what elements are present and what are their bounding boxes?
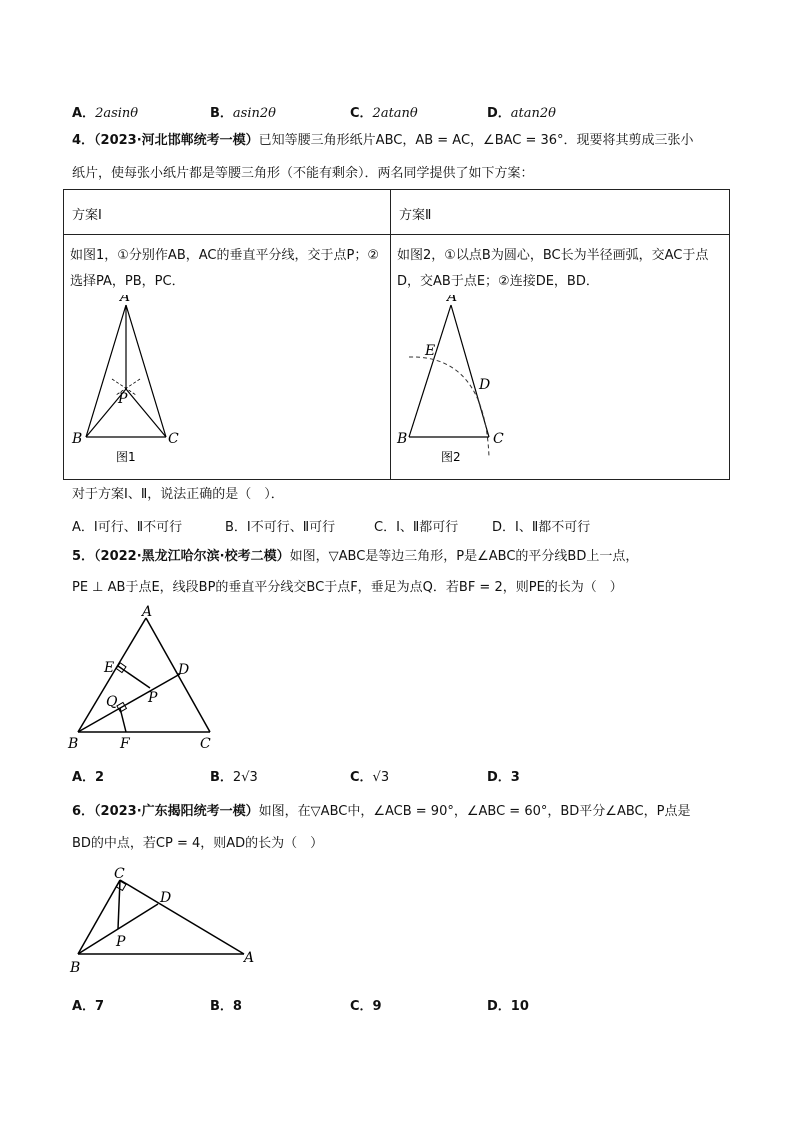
q6-option-c: C．9 bbox=[350, 999, 382, 1014]
figure-2 bbox=[391, 295, 729, 475]
q5-option-d: D．3 bbox=[487, 770, 520, 785]
figure-q6 bbox=[66, 864, 266, 984]
q6-label-p: P bbox=[116, 934, 126, 950]
fig1-caption: 图1 bbox=[116, 450, 136, 464]
q6-label-a: A bbox=[244, 950, 255, 966]
q6-option-b: B．8 bbox=[210, 999, 242, 1014]
q6-option-a: A．7 bbox=[72, 999, 105, 1014]
q5-stem-line1: 5．（2022·黑龙江哈尔滨·校考二模）如图，▽ABC是等边三角形，P是∠ABC的平分线BD上一点， bbox=[72, 549, 639, 564]
fig1-label-a: A bbox=[120, 295, 131, 305]
q5-stem-line2: PE ⊥ AB于点E，线段BP的垂直平分线交BC于点F，垂足为点Q．若BF = 2，则PE的长为（ ） bbox=[72, 580, 623, 595]
plan1-header: 方案Ⅰ bbox=[64, 190, 391, 235]
q4-option-d: D．Ⅰ、Ⅱ都不可行 bbox=[492, 520, 591, 535]
q5-option-c: C．√3 bbox=[350, 770, 390, 785]
q5-label-e: E bbox=[104, 660, 115, 676]
q4-plan-table bbox=[63, 189, 730, 480]
q6-stem-line1: 6．（2023·广东揭阳统考一模）如图，在▽ABC中，∠ACB = 90°，∠ABC = 60°，BD平分∠ABC，P点是 bbox=[72, 804, 691, 819]
q6-label-d: D bbox=[160, 890, 172, 906]
figure-q5 bbox=[66, 604, 226, 754]
q6-option-d: D．10 bbox=[487, 999, 529, 1014]
q5-option-a: A．2 bbox=[72, 770, 105, 785]
q4-stem-line1: 4．（2023·河北邯郸统考一模）已知等腰三角形纸片ABC，AB = AC，∠BAC = 36°．现要将其剪成三张小 bbox=[72, 133, 694, 148]
q4-option-c: C．Ⅰ、Ⅱ都可行 bbox=[374, 520, 459, 535]
fig1-label-p: P bbox=[118, 391, 128, 407]
q6-label-b: B bbox=[70, 960, 81, 976]
fig2-label-c: C bbox=[493, 431, 504, 447]
plan1-text: 如图1，①分别作AB，AC的垂直平分线，交于点P；②选择PA，PB，PC． bbox=[70, 248, 379, 289]
q4-option-a: A．Ⅰ可行、Ⅱ不可行 bbox=[72, 520, 183, 535]
q3-option-c: C．2atanθ bbox=[350, 106, 418, 121]
fig1-label-c: C bbox=[168, 431, 179, 447]
fig2-label-d: D bbox=[479, 377, 491, 393]
plan1-cell bbox=[64, 235, 391, 480]
q5-label-q: Q bbox=[106, 694, 118, 710]
q6-stem-line2: BD的中点，若CP = 4，则AD的长为（ ） bbox=[72, 836, 324, 851]
q4-option-b: B．Ⅰ不可行、Ⅱ可行 bbox=[225, 520, 336, 535]
figure-1 bbox=[64, 295, 390, 475]
q5-label-p: P bbox=[148, 690, 158, 706]
fig1-label-b: B bbox=[72, 431, 83, 447]
plan2-text: 如图2，①以点B为圆心，BC长为半径画弧，交AC于点D，交AB于点E；②连接DE，BD． bbox=[397, 248, 709, 289]
q3-option-b: B．asin2θ bbox=[210, 106, 276, 121]
q5-label-d: D bbox=[178, 662, 190, 678]
q5-label-b: B bbox=[68, 736, 79, 752]
q5-label-c: C bbox=[200, 736, 211, 752]
q3-option-d: D．atan2θ bbox=[487, 106, 556, 121]
fig2-label-b: B bbox=[397, 431, 408, 447]
plan2-header: 方案Ⅱ bbox=[391, 190, 730, 235]
q5-label-f: F bbox=[120, 736, 130, 752]
fig2-label-e: E bbox=[425, 343, 436, 359]
q5-label-a: A bbox=[142, 604, 153, 620]
q6-label-c: C bbox=[114, 866, 125, 882]
fig2-label-a: A bbox=[447, 295, 458, 305]
q3-option-a: A．2asinθ bbox=[72, 106, 139, 121]
q5-option-b: B．2√3 bbox=[210, 770, 258, 785]
q4-stem-line2: 纸片，使每张小纸片都是等腰三角形（不能有剩余）．两名同学提供了如下方案： bbox=[72, 166, 534, 181]
plan2-cell bbox=[391, 235, 730, 480]
fig2-caption: 图2 bbox=[441, 450, 461, 464]
q4-question: 对于方案Ⅰ、Ⅱ，说法正确的是（ ）． bbox=[72, 487, 284, 502]
